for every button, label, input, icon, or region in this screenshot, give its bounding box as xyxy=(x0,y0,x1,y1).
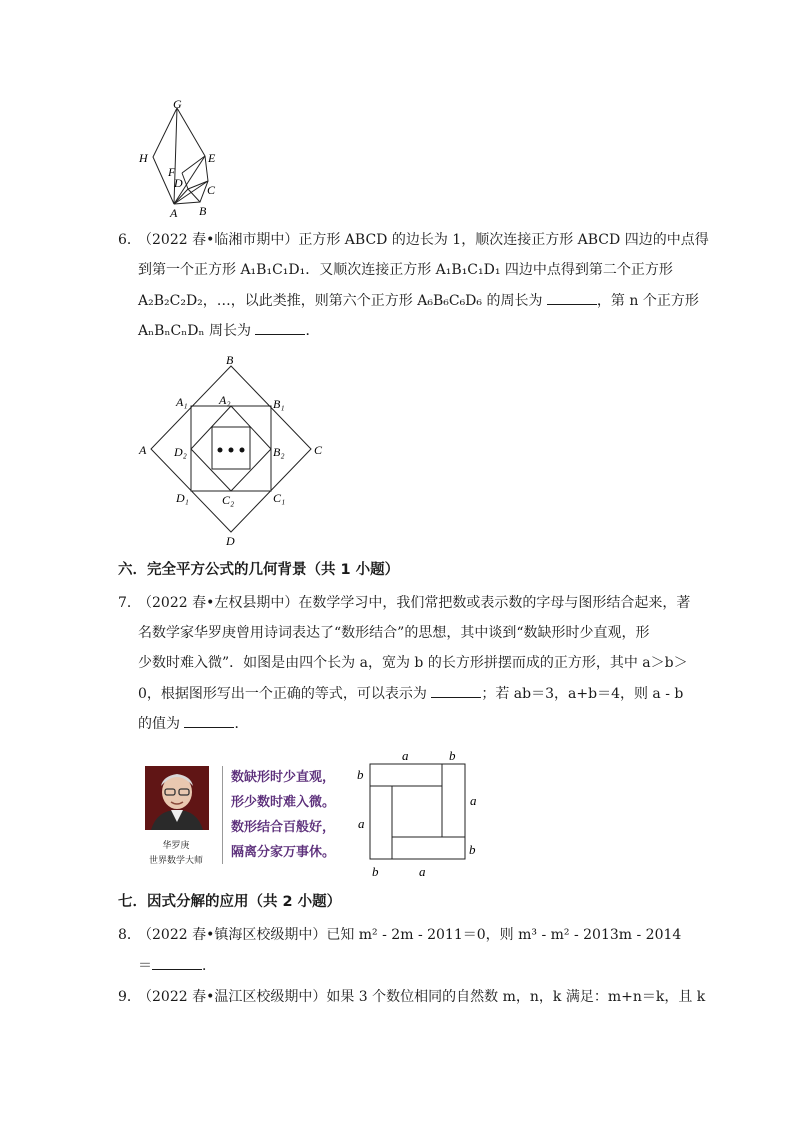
fig6-label-c1: C₁ xyxy=(273,491,286,505)
rectangles-square-figure xyxy=(352,746,492,882)
q6-line2: 到第一个正方形 A₁B₁C₁D₁．又顺次连接正方形 A₁B₁C₁D₁ 四边中点得到第二个正方形 xyxy=(138,262,673,278)
q8-line1: （2022 春•镇海区校级期中）已知 m² - 2m - 2011＝0，则 m³ - m² - 2013m - 2014 xyxy=(138,927,682,943)
fig7-label-b-left: b xyxy=(357,767,364,782)
fig7-label-a-left: a xyxy=(358,816,365,831)
question-number: 7． xyxy=(118,595,141,611)
q6-line1 xyxy=(138,230,709,250)
divider xyxy=(222,766,223,864)
fig6-label-b1: B₁ xyxy=(273,397,285,411)
fig5-label-b: B xyxy=(199,204,207,218)
fig6-label-d2: D₂ xyxy=(174,445,187,459)
fig7-label-b-right: b xyxy=(469,842,476,857)
fig5-label-a: A xyxy=(170,206,178,220)
portrait-name: 华罗庚 xyxy=(162,841,190,851)
q7-line5 xyxy=(138,713,248,734)
fig5-label-c: C xyxy=(207,183,216,197)
q6-source: （2022 春•临湘市期中） xyxy=(138,232,299,248)
question-number: 9． xyxy=(118,989,141,1005)
fig6-label-b: B xyxy=(226,353,234,367)
q6-text1: 正方形 ABCD 的边长为 1，顺次连接正方形 ABCD 四边的中点得 xyxy=(298,232,709,248)
q7-line2: 名数学家华罗庚曾用诗词表达了“数形结合”的思想，其中谈到“数缺形时少直观，形 xyxy=(138,625,650,641)
q6-text3a: A₂B₂C₂D₂，…，以此类推，则第六个正方形 A₆B₆C₆D₆ 的周长为 xyxy=(138,293,543,309)
section-heading: 七．因式分解的应用（共 2 小题） xyxy=(118,894,342,910)
q7-text5a: 的值为 xyxy=(138,716,180,732)
fig6-label-a: A xyxy=(139,443,147,457)
q8-text2a: ＝ xyxy=(138,958,152,974)
fig6-label-a1: A₁ xyxy=(176,395,188,409)
poem-line: 形少数时难入微。 xyxy=(231,795,336,810)
q7-text4a: 0，根据图形写出一个正确的等式，可以表示为 xyxy=(138,686,427,702)
fig7-label-b-top: b xyxy=(449,748,456,763)
nested-squares-figure xyxy=(136,352,332,550)
q9-line1: （2022 春•温江区校级期中）如果 3 个数位相同的自然数 m，n，k 满足：m+n＝k，且 k xyxy=(138,989,706,1005)
portrait-title: 世界数学大师 xyxy=(148,856,203,866)
question-number: 6． xyxy=(118,232,141,248)
fig7-label-a-bottom: a xyxy=(419,864,426,879)
q7-text4b: ；若 ab＝3，a+b＝4，则 a - b xyxy=(481,686,684,702)
question-number: 8． xyxy=(118,927,141,943)
q6-text4end: ． xyxy=(305,323,320,339)
fig6-label-b2: B₂ xyxy=(273,445,285,459)
answer-blank[interactable] xyxy=(255,320,305,335)
q6-text4: AₙBₙCₙDₙ 周长为 xyxy=(138,323,252,339)
q6-line4 xyxy=(138,320,319,341)
q7-line3: 少数时难入微”．如图是由四个长为 a，宽为 b 的长方形拼摆而成的正方形，其中 a＞b＞ xyxy=(138,655,688,671)
fig5-label-g: G xyxy=(173,97,182,111)
answer-blank[interactable] xyxy=(431,683,481,698)
kite-figure xyxy=(130,96,230,221)
q8-text2b: ． xyxy=(202,958,216,974)
q6-line3 xyxy=(138,290,699,311)
q7-text5b: ． xyxy=(234,716,249,732)
q8-line2 xyxy=(138,955,216,976)
fig5-label-f: F xyxy=(168,165,176,179)
fig5-label-e: E xyxy=(208,151,216,165)
answer-blank[interactable] xyxy=(547,290,597,305)
fig6-label-c: C xyxy=(314,443,323,457)
answer-blank[interactable] xyxy=(152,955,202,970)
fig5-label-h: H xyxy=(139,151,148,165)
fig7-label-a-top: a xyxy=(402,748,409,763)
fig7-label-b-bottom: b xyxy=(372,864,379,879)
q7-line1: （2022 春•左权县期中）在数学学习中，我们常把数或表示数的字母与图形结合起来，著 xyxy=(138,595,691,611)
fig7-label-a-right: a xyxy=(470,793,477,808)
answer-blank[interactable] xyxy=(184,713,234,728)
fig6-label-a2: A₂ xyxy=(219,393,231,407)
portrait-image xyxy=(145,766,209,830)
q7-line4 xyxy=(138,683,683,704)
section-heading: 六．完全平方公式的几何背景（共 1 小题） xyxy=(118,562,400,578)
poem-line: 隔离分家万事休。 xyxy=(231,845,336,860)
fig6-label-c2: C₂ xyxy=(222,493,235,507)
poem-line: 数缺形时少直观， xyxy=(231,770,336,785)
fig5-label-d: D xyxy=(174,176,183,190)
poem-line: 数形结合百般好， xyxy=(231,820,336,835)
fig6-label-d: D xyxy=(226,534,235,548)
fig6-label-d1: D₁ xyxy=(176,491,189,505)
q6-text3b: ，第 n 个正方形 xyxy=(596,293,699,309)
